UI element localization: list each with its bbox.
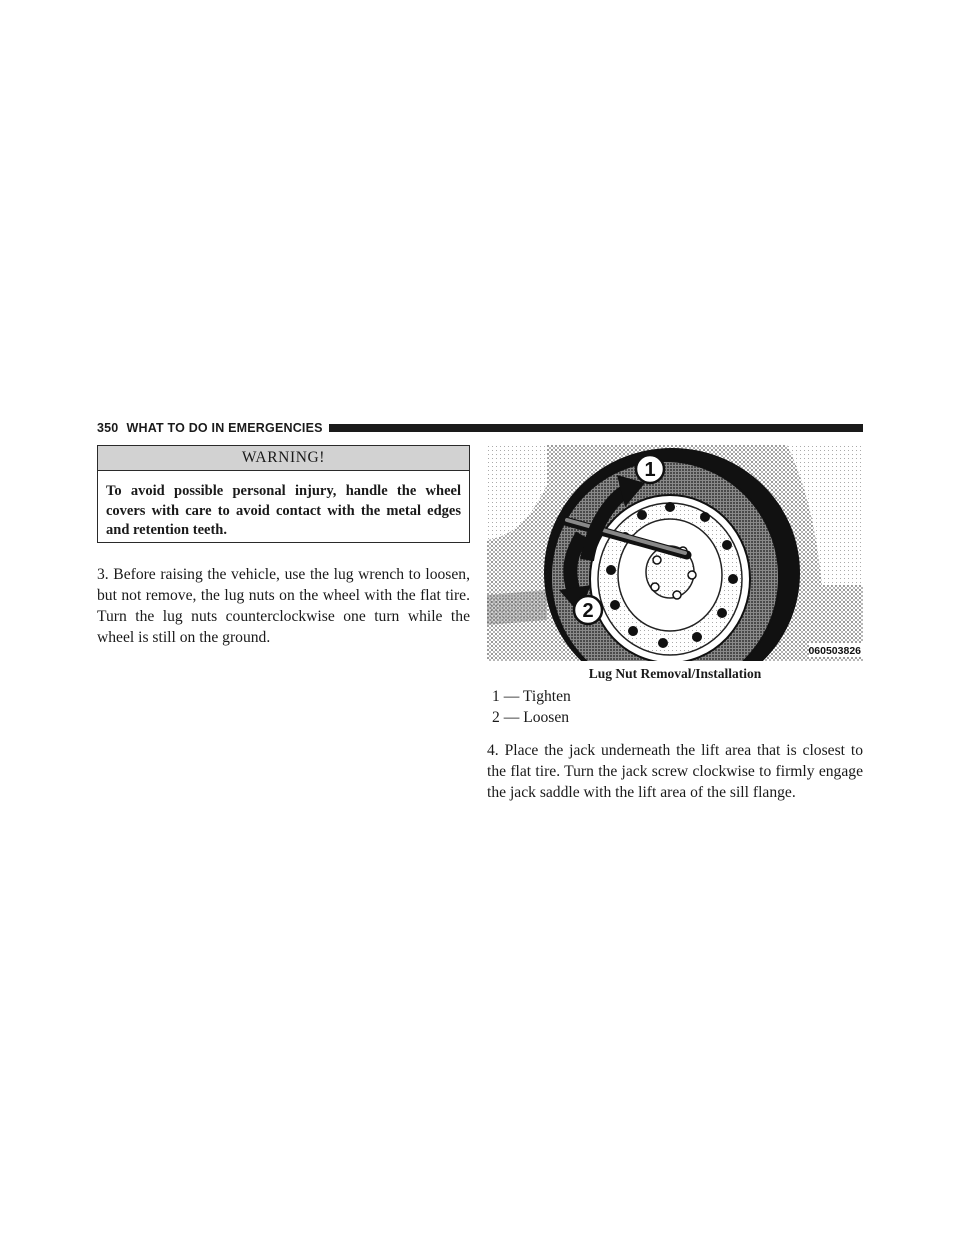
lug-nut-illustration xyxy=(487,445,863,661)
image-code: 060503826 xyxy=(808,645,861,657)
warning-text: To avoid possible personal injury, handle the wheel covers with care to avoid contact with the metal edges and retention teeth. xyxy=(106,483,461,538)
warning-title: WARNING! xyxy=(98,446,469,471)
step-3-paragraph: 3. Before raising the vehicle, use the lug wrench to loosen, but not remove, the lug nuts on the wheel with the flat tire. Turn the lug nuts counterclockwise one turn while the wheel is still on the ground. xyxy=(97,566,470,646)
warning-box xyxy=(97,445,470,543)
callout-2: 2 xyxy=(582,600,594,622)
page-number: 350 xyxy=(97,421,119,435)
section-title: WHAT TO DO IN EMERGENCIES xyxy=(126,421,323,435)
page-header xyxy=(97,420,863,436)
legend-item-tighten: 1 — Tighten xyxy=(492,688,571,705)
callout-1: 1 xyxy=(644,459,656,481)
figure-caption: Lug Nut Removal/Installation xyxy=(588,666,762,681)
legend-item-loosen: 2 — Loosen xyxy=(492,709,570,726)
header-rule xyxy=(329,424,863,432)
step-4-paragraph: 4. Place the jack underneath the lift area that is closest to the flat tire. Turn the jack screw clockwise to firmly engage the jack saddle with the lift area of the sill flange. xyxy=(487,742,863,801)
